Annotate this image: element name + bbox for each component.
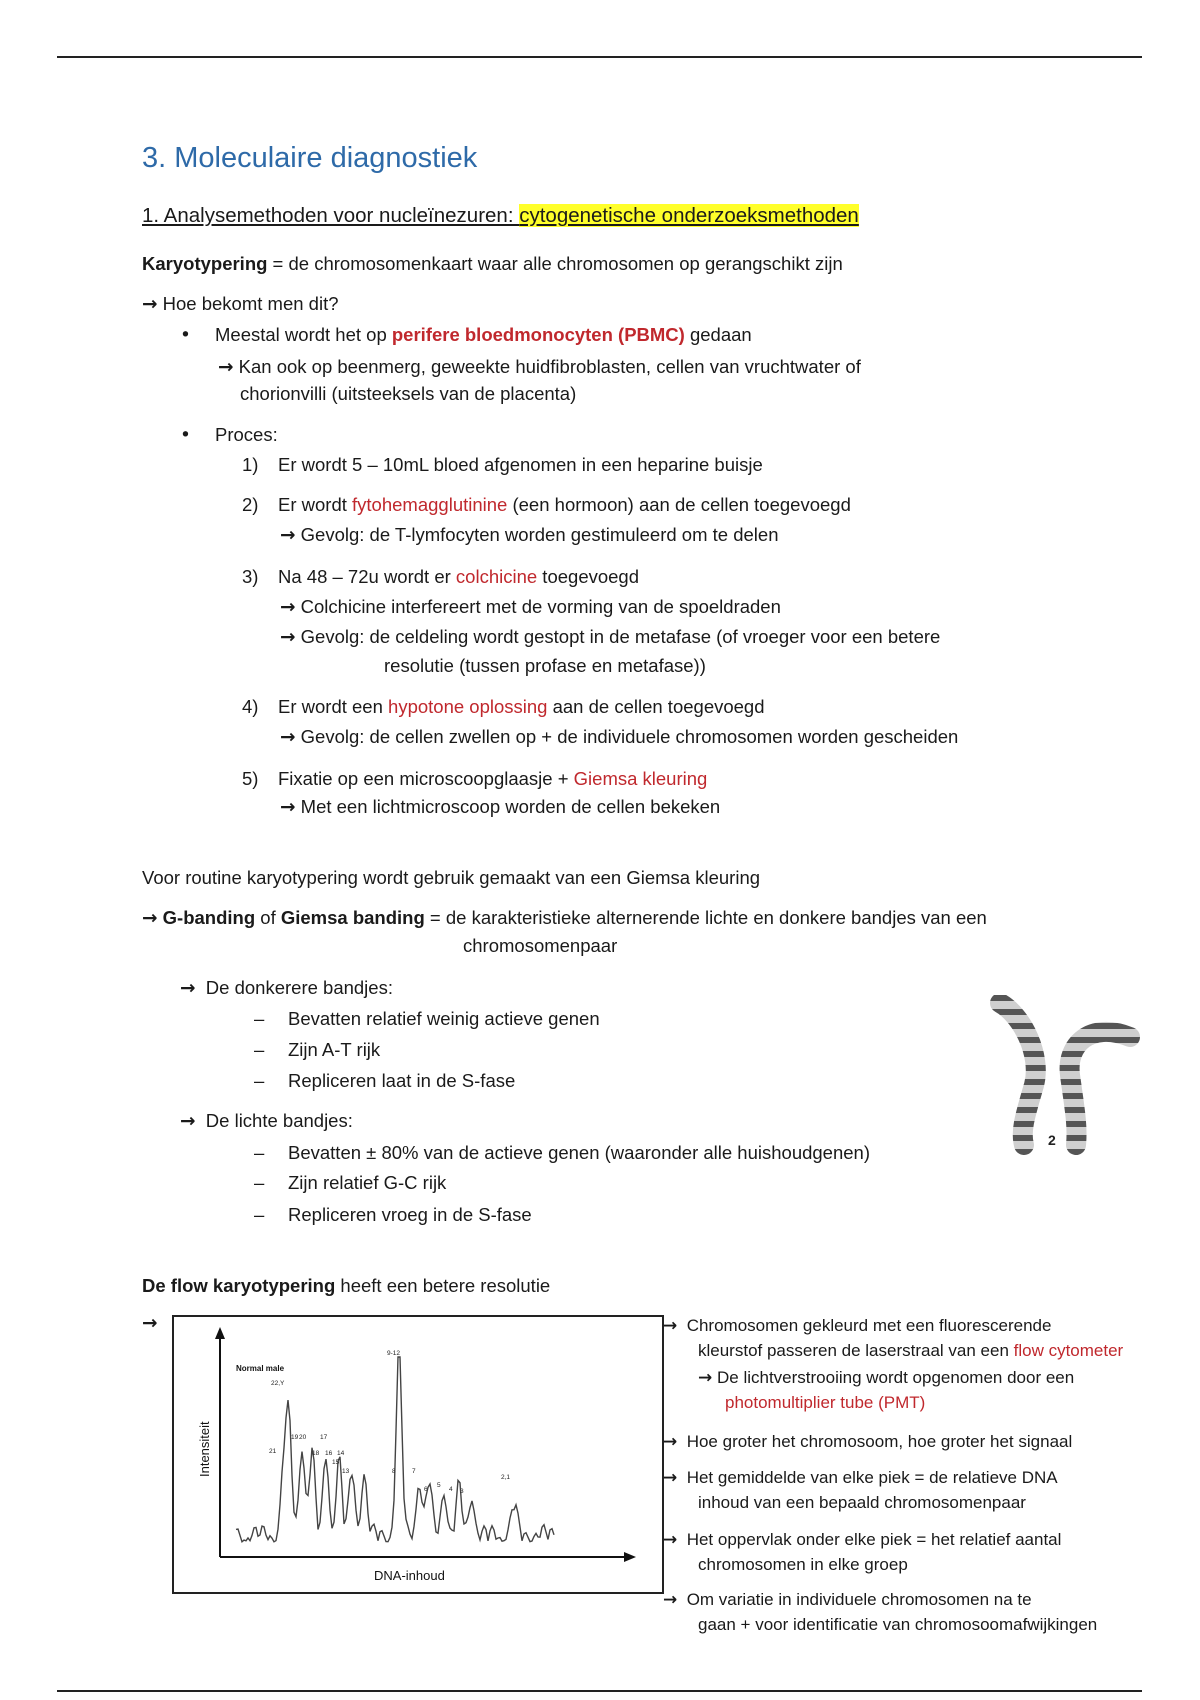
flow-note-4b: chromosomen in elke groep — [698, 1555, 908, 1574]
arrow-icon: → — [280, 597, 296, 618]
arrow-icon: → — [142, 294, 158, 315]
arrow-icon: → — [180, 1111, 196, 1132]
bullet-pbmc — [180, 324, 191, 346]
peak-label: 7 — [412, 1468, 416, 1475]
flow-note-5a-text: Om variatie in individuele chromosomen na te — [686, 1590, 1032, 1609]
flow-note-1b — [698, 1341, 1123, 1361]
step-2-red: fytohemagglutinine — [352, 494, 508, 515]
section-heading — [142, 204, 859, 228]
karyotype-definition-text: = de chromosomenkaart waar alle chromosomen op gerangschikt zijn — [267, 253, 843, 274]
arrow-icon: → — [280, 727, 296, 748]
list-item: – Repliceren vroeg in de S-fase — [254, 1204, 532, 1225]
bullet-icon: • — [180, 325, 191, 346]
list-item-text: Bevatten relatief weinig actieve genen — [288, 1008, 600, 1029]
bullet-icon: • — [180, 425, 191, 446]
flow-note-1c-text: De lichtverstrooiing wordt opgenomen door een — [716, 1368, 1075, 1387]
flow-rest: heeft een betere resolutie — [335, 1275, 551, 1296]
step-4-text — [278, 696, 765, 718]
arrow-icon: → — [280, 797, 296, 818]
step-3-sub1 — [280, 596, 781, 618]
routine-text: Voor routine karyotypering wordt gebruik gemaakt van een Giemsa kleuring — [142, 867, 761, 888]
peak-label: 13 — [342, 1468, 350, 1475]
bullet-pbmc-post: gedaan — [684, 324, 752, 345]
top-rule — [57, 56, 1142, 58]
dark-bands-title-text: De donkerere bandjes: — [205, 977, 393, 998]
flow-note-1d: photomultiplier tube (PMT) — [725, 1393, 926, 1412]
step-2-num: 2) — [242, 494, 259, 515]
gband-cont: chromosomenpaar — [463, 935, 618, 956]
y-axis-label: Intensiteit — [197, 1421, 212, 1477]
flow-note-2 — [663, 1432, 1072, 1452]
flow-note-5b: gaan + voor identificatie van chromosoomafwijkingen — [698, 1615, 1098, 1634]
step-3-pre: Na 48 – 72u wordt er — [278, 566, 456, 587]
step-2-post: (een hormoon) aan de cellen toegevoegd — [507, 494, 851, 515]
chromosome-label: 2 — [1048, 1132, 1056, 1148]
list-item-text: Repliceren vroeg in de S-fase — [288, 1204, 532, 1225]
flow-term: De flow karyotypering — [142, 1275, 336, 1296]
step-4-sub-text: Gevolg: de cellen zwellen op + de individuele chromosomen worden gescheiden — [300, 726, 959, 747]
step-5-num: 5) — [242, 768, 259, 789]
chromosome-pair-image — [990, 995, 1140, 1165]
arrow-icon: → — [280, 627, 296, 648]
step-4-red: hypotone oplossing — [388, 696, 548, 717]
step-2-pre: Er wordt — [278, 494, 353, 515]
bullet-pbmc-sub2: chorionvilli (uitsteeksels van de placenta) — [240, 383, 577, 404]
arrow-icon: → — [142, 1313, 158, 1334]
gband-term1: G-banding — [162, 907, 256, 928]
step-4-post: aan de cellen toegevoegd — [547, 696, 765, 717]
peak-label: 14 — [337, 1450, 345, 1457]
list-item-text: Zijn relatief G-C rijk — [288, 1172, 447, 1193]
peak-label: 5 — [437, 1482, 441, 1489]
list-item-text: Zijn A-T rijk — [288, 1039, 381, 1060]
step-2-sub-text: Gevolg: de T-lymfocyten worden gestimuleerd om te delen — [300, 524, 779, 545]
flow-note-3a-text: Het gemiddelde van elke piek = de relatieve DNA — [686, 1468, 1058, 1487]
bullet-proces — [180, 424, 191, 446]
step-1-num: 1) — [242, 454, 259, 475]
peak-label: 21 — [269, 1448, 277, 1455]
dark-bands-title — [180, 977, 393, 999]
y-axis-arrow — [215, 1327, 225, 1339]
peak-label: 3 — [460, 1488, 464, 1495]
bottom-rule — [57, 1690, 1142, 1692]
flow-note-1c — [698, 1368, 1074, 1388]
flow-note-4a-text: Het oppervlak onder elke piek = het relatief aantal — [686, 1530, 1062, 1549]
arrow-icon: → — [698, 1368, 713, 1388]
bullet-pbmc-sub1: Kan ook op beenmerg, geweekte huidfibroblasten, cellen van vruchtwater of — [238, 356, 861, 377]
proces-label: Proces: — [215, 424, 278, 445]
arrow-icon: → — [663, 1468, 678, 1488]
step-2-sub — [280, 524, 778, 546]
step-3-sub2-text: Gevolg: de celdeling wordt gestopt in de metafase (of vroeger voor een betere — [300, 626, 941, 647]
peak-label: 8 — [392, 1468, 396, 1475]
peak-label: 22,Y — [271, 1380, 285, 1387]
step-3-post: toegevoegd — [537, 566, 640, 587]
step-3-sub2 — [280, 626, 940, 648]
arrow-icon: → — [663, 1316, 678, 1336]
light-bands-title-text: De lichte bandjes: — [205, 1110, 353, 1131]
gband-definition — [142, 907, 987, 929]
arrow-icon: → — [180, 978, 196, 999]
arrow-icon: → — [663, 1590, 678, 1610]
page-title: 3. Moleculaire diagnostiek — [142, 142, 478, 174]
bullet-pbmc-red: perifere bloedmonocyten (PBMC) — [391, 324, 685, 345]
flow-note-1a-text: Chromosomen gekleurd met een fluorescerende — [686, 1316, 1052, 1335]
gband-term2: Giemsa banding — [280, 907, 425, 928]
peak-label: 15 — [332, 1459, 340, 1466]
flow-note-1a — [663, 1316, 1051, 1336]
arrow-icon: → — [280, 525, 296, 546]
step-4-pre: Er wordt een — [278, 696, 389, 717]
step-4-sub — [280, 726, 958, 748]
peak-label: 9-12 — [387, 1350, 401, 1357]
step-1-text: Er wordt 5 – 10mL bloed afgenomen in een heparine buisje — [278, 454, 763, 475]
step-3-sub3: resolutie (tussen profase en metafase)) — [384, 655, 706, 676]
list-item: – Bevatten relatief weinig actieve genen — [254, 1008, 600, 1029]
arrow-icon: → — [663, 1432, 678, 1452]
list-item-text: Repliceren laat in de S-fase — [288, 1070, 516, 1091]
peak-label: 4 — [449, 1486, 453, 1493]
flow-note-3b: inhoud van een bepaald chromosomenpaar — [698, 1493, 1026, 1512]
flow-note-3a — [663, 1468, 1058, 1488]
step-4-num: 4) — [242, 696, 259, 717]
list-item: – Repliceren laat in de S-fase — [254, 1070, 516, 1091]
flow-title — [142, 1275, 550, 1297]
step-5-pre: Fixatie op een microscoopglaasje + — [278, 768, 574, 789]
karyotype-definition — [142, 253, 843, 275]
figure-arrow — [142, 1312, 158, 1334]
karyotype-term: Karyotypering — [142, 253, 268, 274]
bullet-pbmc-text — [215, 324, 752, 346]
step-5-red: Giemsa kleuring — [573, 768, 708, 789]
gband-mid: of — [255, 907, 281, 928]
peak-label: 16 — [325, 1450, 333, 1457]
step-3-text — [278, 566, 639, 588]
bullet-pbmc-sub — [218, 356, 861, 378]
flow-note-1b-red: flow cytometer — [1013, 1341, 1124, 1360]
step-5-text — [278, 768, 707, 790]
arrow-icon: → — [142, 908, 158, 929]
arrow-icon: → — [663, 1530, 678, 1550]
peak-label: 6 — [424, 1486, 428, 1493]
gband-rest: = de karakteristieke alternerende lichte en donkere bandjes van een — [424, 907, 987, 928]
step-2-text — [278, 494, 851, 516]
peak-label: 18 — [312, 1450, 320, 1457]
flow-note-4a — [663, 1530, 1061, 1550]
step-3-red: colchicine — [455, 566, 538, 587]
peak-labels — [269, 1350, 510, 1495]
chromosome-left — [1000, 1003, 1036, 1145]
peak-label: 17 — [320, 1434, 328, 1441]
section-prefix: 1. Analysemethoden voor nucleïnezuren: — [142, 204, 520, 227]
peak-label: 20 — [299, 1434, 307, 1441]
step-5-sub — [280, 796, 720, 818]
list-item-text: Bevatten ± 80% van de actieve genen (waaronder alle huishoudgenen) — [288, 1142, 871, 1163]
arrow-icon: → — [218, 357, 234, 378]
step-3-sub1-text: Colchicine interfereert met de vorming van de spoeldraden — [300, 596, 781, 617]
flow-note-1b-pre: kleurstof passeren de laserstraal van een — [698, 1341, 1014, 1360]
flow-karyotype-figure — [172, 1315, 664, 1594]
chromosome-right — [1070, 1032, 1130, 1145]
peak-label: 19 — [291, 1434, 299, 1441]
light-bands-title — [180, 1110, 353, 1132]
list-item: – Bevatten ± 80% van de actieve genen (waaronder alle huishoudgenen) — [254, 1142, 871, 1163]
step-3-num: 3) — [242, 566, 259, 587]
x-axis-arrow — [624, 1552, 636, 1562]
list-item: – Zijn A-T rijk — [254, 1039, 381, 1060]
bullet-pbmc-pre: Meestal wordt het op — [215, 324, 392, 345]
x-axis-label: DNA-inhoud — [374, 1568, 445, 1583]
flow-note-5a — [663, 1590, 1032, 1610]
how-question — [142, 293, 339, 315]
chart-title: Normal male — [236, 1364, 285, 1373]
how-question-text: Hoe bekomt men dit? — [162, 293, 339, 314]
flow-note-2-text: Hoe groter het chromosoom, hoe groter het signaal — [686, 1432, 1073, 1451]
section-highlight: cytogenetische onderzoeksmethoden — [519, 204, 859, 227]
peak-label: 2,1 — [501, 1474, 511, 1481]
list-item: – Zijn relatief G-C rijk — [254, 1172, 447, 1193]
step-5-sub-text: Met een lichtmicroscoop worden de cellen bekeken — [300, 796, 721, 817]
flow-karyotype-chart — [174, 1317, 662, 1592]
